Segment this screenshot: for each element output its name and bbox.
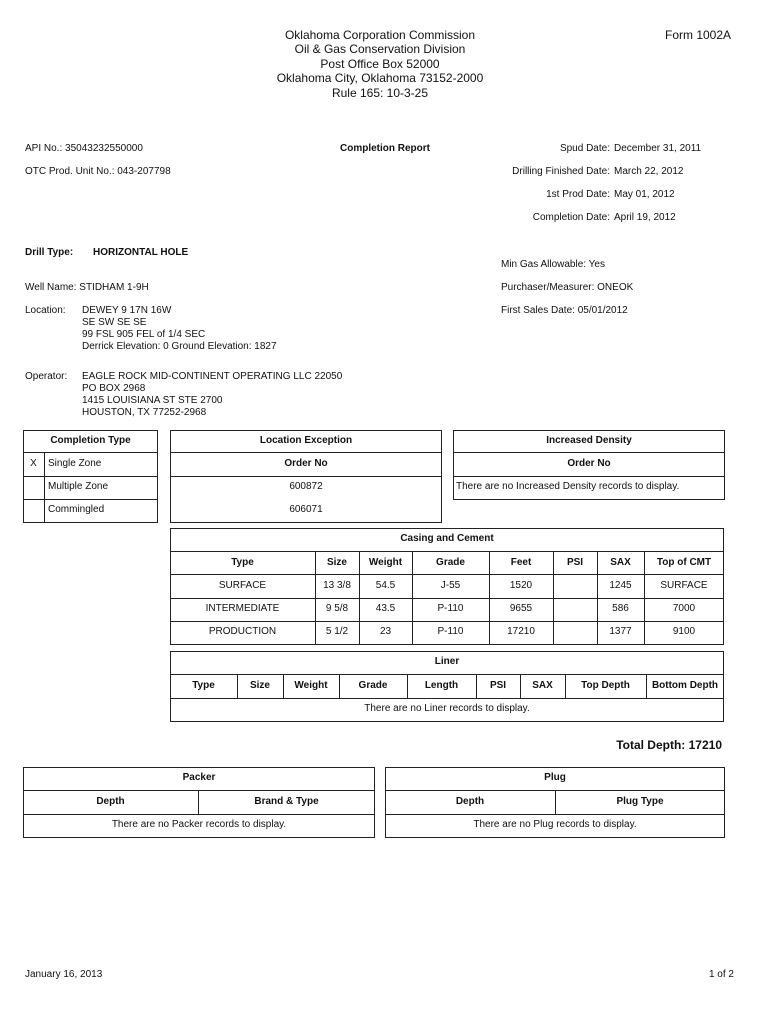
operator-line: PO BOX 2968 [82,383,146,394]
increased-density-title: Increased Density [546,435,632,446]
single-zone-label: Single Zone [48,458,102,469]
page-number: 1 of 2 [708,969,734,980]
location-exception-order: 606071 [289,504,323,515]
casing-cell: 43.5 [375,603,396,614]
first-prod-value: May 01, 2012 [614,189,675,200]
plug-header-depth: Depth [455,796,485,807]
drilling-finished-label: Drilling Finished Date: [512,166,610,177]
casing-cell: 9100 [672,626,696,637]
casing-cell: P-110 [437,626,464,637]
liner-title: Liner [434,656,460,667]
location-line: SE SW SE SE [82,317,147,328]
casing-header-psi: PSI [566,557,584,568]
min-gas-allowable: Min Gas Allowable: Yes [501,259,605,270]
casing-cell: SURFACE [218,580,267,591]
drilling-finished-value: March 22, 2012 [614,166,684,177]
casing-header-size: Size [326,557,347,568]
liner-header-psi: PSI [489,680,507,691]
operator-label: Operator: [25,371,68,382]
purchaser-measurer: Purchaser/Measurer: ONEOK [501,282,634,293]
drill-type-label: Drill Type: [25,247,74,258]
casing-cell: 1520 [509,580,533,591]
agency-name: Oklahoma Corporation Commission [284,28,476,42]
completion-date-value: April 19, 2012 [614,212,676,223]
location-line: Derrick Elevation: 0 Ground Elevation: 1827 [82,341,277,352]
casing-header-grade: Grade [436,557,465,568]
division-name: Oil & Gas Conservation Division [294,42,466,57]
liner-empty: There are no Liner records to display. [364,703,530,714]
location-line: DEWEY 9 17N 16W [82,305,172,316]
liner-header-length: Length [424,680,459,691]
location-exception-title: Location Exception [259,435,353,446]
casing-header-feet: Feet [510,557,532,568]
agency-header [200,28,560,100]
liner-header-sax: SAX [532,680,553,691]
casing-header-weight: Weight [368,557,403,568]
multiple-zone-label: Multiple Zone [48,481,109,492]
location-line: 99 FSL 905 FEL of 1/4 SEC [82,329,206,340]
casing-header-type: Type [231,557,254,568]
casing-cell: 1377 [609,626,632,637]
casing-cell: 54.5 [375,580,396,591]
operator-block [82,371,342,419]
packer-header-brand: Brand & Type [254,796,319,807]
casing-cell: 7000 [672,603,696,614]
po-box: Post Office Box 52000 [320,56,440,71]
casing-cell: J-55 [440,580,461,591]
form-number: Form 1002A [665,28,732,42]
completion-date-label: Completion Date: [532,212,610,223]
packer-title: Packer [182,772,216,783]
casing-cell: 586 [612,603,629,614]
liner-header-grade: Grade [358,680,388,691]
location-label: Location: [25,305,66,316]
location-exception-order: 600872 [289,481,323,492]
otc-prod-unit: OTC Prod. Unit No.: 043-207798 [25,166,171,177]
report-title: Completion Report [340,143,430,154]
rule-reference: Rule 165: 10-3-25 [331,85,429,100]
casing-cell: INTERMEDIATE [205,603,280,614]
plug-empty: There are no Plug records to display. [473,819,637,830]
city-state-zip: Oklahoma City, Oklahoma 73152-2000 [276,71,484,86]
location-exception-order-header: Order No [284,458,328,469]
casing-cell: 1245 [609,580,632,591]
casing-cell: P-110 [437,603,464,614]
increased-density-empty: There are no Increased Density records to display. [456,481,680,492]
first-sales-date: First Sales Date: 05/01/2012 [501,305,628,316]
casing-cell: SURFACE [660,580,708,591]
liner-header-top-depth: Top Depth [581,680,630,691]
casing-cell: PRODUCTION [208,626,277,637]
spud-date-label: Spud Date: [559,143,610,154]
location-block [82,305,277,353]
casing-cell: 17210 [507,626,535,637]
plug-title: Plug [544,772,566,783]
plug-header-type: Plug Type [616,796,664,807]
operator-line: HOUSTON, TX 77252-2968 [82,407,207,418]
liner-header-size: Size [249,680,270,691]
casing-title: Casing and Cement [400,533,494,544]
packer-header-depth: Depth [96,796,125,807]
liner-header-bottom-depth: Bottom Depth [651,680,719,691]
casing-header-sax: SAX [610,557,631,568]
drill-type-value: HORIZONTAL HOLE [93,247,189,258]
footer-date: January 16, 2013 [25,969,103,980]
single-zone-mark: X [30,458,37,469]
casing-cell: 13 3/8 [323,580,351,591]
completion-type-title: Completion Type [50,435,131,446]
packer-empty: There are no Packer records to display. [111,819,287,830]
total-depth: Total Depth: 17210 [616,738,722,752]
first-prod-label: 1st Prod Date: [546,189,610,200]
casing-cell: 9 5/8 [325,603,349,614]
spud-date-value: December 31, 2011 [614,143,702,154]
increased-density-order-header: Order No [567,458,611,469]
operator-line: 1415 LOUISIANA ST STE 2700 [82,395,223,406]
well-name: Well Name: STIDHAM 1-9H [25,282,149,293]
api-number: API No.: 35043232550000 [25,143,143,154]
operator-line: EAGLE ROCK MID-CONTINENT OPERATING LLC 22050 [82,371,343,382]
liner-header-type: Type [192,680,215,691]
casing-cell: 5 1/2 [325,626,349,637]
casing-cell: 9655 [509,603,533,614]
casing-header-top-of-cmt: Top of CMT [656,557,712,568]
casing-cell: 23 [379,626,392,637]
liner-header-weight: Weight [294,680,328,691]
commingled-label: Commingled [48,504,105,515]
